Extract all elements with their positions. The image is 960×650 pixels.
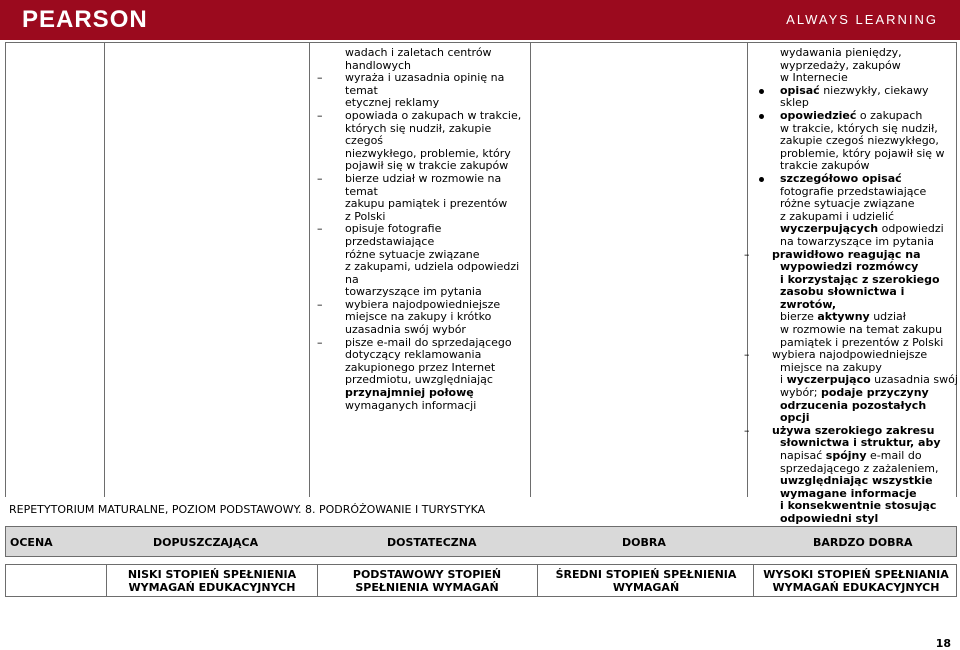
criterion-text: wyprzedaży, zakupów [780, 58, 901, 72]
criterion-line: wymaganych informacji [345, 398, 477, 412]
criterion-text: odrzucenia pozostałych opcji [780, 398, 927, 425]
criterion-text: używa szerokiego zakresu [772, 423, 935, 437]
cell-divider [753, 565, 754, 596]
criterion-text: z zakupami i udzielić [780, 209, 895, 223]
criterion-text: opisać [780, 83, 820, 97]
criterion-text: wydawania pieniędzy, [780, 46, 902, 59]
criterion-line: niezwykłego, problemie, który [345, 146, 511, 160]
criterion-text: opowiedzieć [780, 108, 857, 122]
criterion-text: fotografie przedstawiające [780, 184, 927, 198]
dostateczna-criteria [345, 47, 530, 412]
criterion-line: miejsce na zakupy i krótko [345, 310, 492, 324]
criterion-line: zakupionego przez Internet [345, 360, 496, 374]
column-divider [530, 42, 531, 497]
criterion-item [780, 85, 958, 98]
grade-header-row [5, 526, 957, 557]
criterion-line: przynajmniej połowę [345, 386, 474, 400]
criterion-item [772, 349, 958, 362]
criterion-text: sklep [780, 96, 809, 110]
criterion-item: – pisze e-mail do sprzedającego [345, 337, 530, 350]
criterion-text: bierze [780, 310, 818, 324]
criterion-text: różne sytuacje związane [780, 197, 915, 211]
criterion-text: problemie, który pojawił się w [780, 146, 945, 160]
criterion-text: uzasadnia swój [870, 373, 958, 387]
criterion-line: przedmiotu, uwzględniając [345, 373, 493, 387]
criterion-text: odpowiedzi [878, 222, 944, 236]
criterion-line: pojawił się w trakcie zakupów [345, 159, 509, 173]
criterion-text: w rozmowie na temat zakupu [780, 323, 943, 337]
bardzo-dobra-criteria [772, 46, 958, 526]
criterion-line: towarzyszące im pytania [345, 285, 482, 299]
criterion-text: podaje przyczyny [820, 386, 929, 400]
section-title: REPETYTORIUM MATURALNE, POZIOM PODSTAWOWY. 8. PODRÓŻOWANIE I TURYSTYKA [9, 503, 486, 516]
level-sredni: ŚREDNI STOPIEŃ SPEŁNIENIA WYMAGAŃ [555, 568, 737, 594]
criterion-text: i korzystając z szerokiego [780, 272, 940, 286]
criterion-line: z Polski [345, 209, 386, 223]
page-number: 18 [935, 637, 951, 650]
criterion-text: aktywny [817, 310, 870, 324]
criterion-text: i [780, 373, 787, 387]
criterion-line: uzasadnia swój wybór [345, 323, 466, 337]
criterion-text: trakcie zakupów [780, 159, 870, 173]
grade-bardzo-dobra: BARDZO DOBRA [813, 536, 913, 549]
column-divider [104, 42, 105, 497]
tagline: ALWAYS LEARNING [786, 12, 938, 27]
criterion-item [780, 110, 958, 123]
criterion-line [780, 400, 958, 425]
criterion-text: prawidłowo reagując na [772, 247, 921, 261]
criterion-line: wadach i zaletach centrów [345, 46, 492, 59]
criterion-text: niezwykły, ciekawy [819, 83, 929, 97]
criterion-item: – opowiada o zakupach w trakcie, [345, 110, 530, 123]
criterion-text: spójny [825, 449, 867, 462]
criterion-item: – bierze udział w rozmowie na temat [345, 173, 530, 198]
criterion-text: wybór; [780, 386, 821, 400]
criterion-text: napisać [780, 449, 826, 462]
criterion-text: wybiera najodpowiedniejsze [772, 348, 928, 362]
criterion-item: – wyraża i uzasadnia opinię na temat [345, 72, 530, 97]
criterion-text: w Internecie [780, 71, 848, 85]
criterion-line: dotyczący reklamowania [345, 348, 482, 362]
pearson-banner [0, 0, 960, 40]
level-podstawowy: PODSTAWOWY STOPIEŃ SPEŁNIENIA WYMAGAŃ [352, 568, 502, 594]
grade-dopuszczajaca: DOPUSZCZAJĄCA [153, 536, 259, 549]
criterion-text: i konsekwentnie stosując [780, 499, 937, 513]
criterion-text: słownictwa i struktur, aby [780, 436, 941, 450]
criterion-item [772, 425, 958, 438]
criterion-text: pamiątek i prezentów z Polski [780, 335, 944, 349]
criterion-text: wyczerpujących [780, 222, 879, 236]
grade-dobra: DOBRA [622, 536, 666, 549]
requirement-level-row [5, 564, 957, 597]
criterion-line: handlowych [345, 58, 411, 72]
criterion-item [772, 249, 958, 262]
criterion-text: e-mail do [866, 449, 922, 462]
criterion-item: – opisuje fotografie przedstawiające [345, 223, 530, 248]
criterion-line [780, 513, 958, 526]
criterion-line: różne sytuacje związane [345, 247, 480, 261]
column-divider [309, 42, 310, 497]
criterion-text: w trakcie, których się nudził, [780, 121, 938, 135]
criterion-line [780, 286, 958, 311]
criterion-text: wymagane informacje [780, 486, 917, 500]
criterion-text: zakupie czegoś niezwykłego, [780, 134, 939, 148]
cell-divider [317, 565, 318, 596]
criterion-item [780, 173, 958, 186]
criterion-text: uwzględniając wszystkie [780, 474, 933, 488]
criterion-text: wyczerpująco [786, 373, 871, 387]
criterion-text: szczegółowo opisać [780, 171, 902, 185]
criterion-line: z zakupami, udziela odpowiedzi na [345, 260, 520, 286]
criterion-text: sprzedającego z zażaleniem, [780, 461, 939, 475]
criterion-text: wypowiedzi rozmówcy [780, 260, 919, 274]
criterion-line: etycznej reklamy [345, 96, 440, 110]
grade-label: OCENA [10, 536, 53, 549]
criterion-text: odpowiedni styl [780, 511, 879, 525]
pearson-logo: PEARSON [22, 6, 148, 33]
criterion-item: – wybiera najodpowiedniejsze [345, 299, 530, 312]
criterion-text: udział [869, 310, 906, 324]
level-niski: NISKI STOPIEŃ SPEŁNIENIA WYMAGAŃ EDUKACYJNYCH [127, 568, 297, 594]
criterion-line: których się nudził, zakupie czegoś [345, 121, 492, 148]
cell-divider [537, 565, 538, 596]
grade-dostateczna: DOSTATECZNA [387, 536, 477, 549]
criterion-text: miejsce na zakupy [780, 360, 882, 374]
criterion-line: zakupu pamiątek i prezentów [345, 197, 508, 211]
level-wysoki: WYSOKI STOPIEŃ SPEŁNIANIA WYMAGAŃ EDUKACYJNYCH [763, 568, 949, 594]
criterion-text: zasobu słownictwa i zwrotów, [780, 285, 905, 311]
criterion-text: na towarzyszące im pytania [780, 234, 934, 248]
criterion-text: o zakupach [856, 108, 923, 122]
